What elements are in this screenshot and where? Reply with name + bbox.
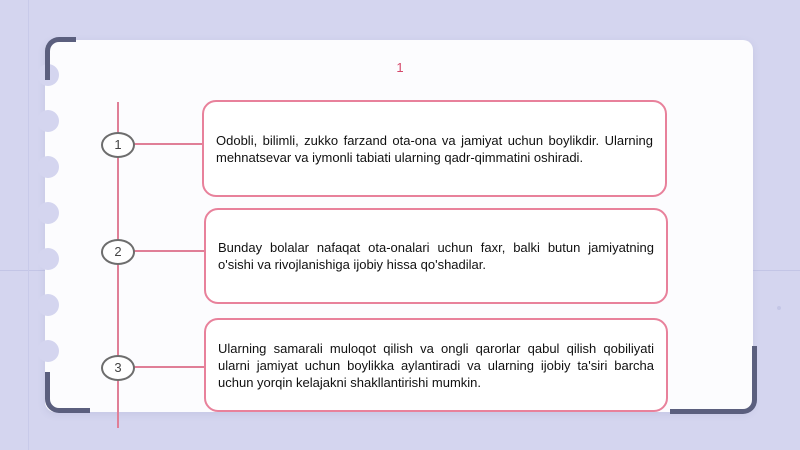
- step-text: Bunday bolalar nafaqat ota-onalari uchun faxr, balki butun jamiyatning o'sishi va rivojlanishiga ijobiy hissa qo'shadilar.: [218, 240, 654, 272]
- step-text: Ularning samarali muloqot qilish va ongli qarorlar qabul qilish qobiliyati ularni jamiyat uchun boylikka aylantiradi va ularning ijobiy ta'siri barcha uchun yorqin kelajakni shakllantirishi mumkin.: [218, 340, 654, 390]
- step-text-box: [204, 208, 668, 304]
- page-number: 1: [396, 60, 404, 75]
- corner-bracket-bottom-left: [45, 372, 90, 413]
- step-connector: [134, 366, 204, 368]
- corner-bracket-bottom-right: [670, 346, 757, 414]
- background-dot: [777, 306, 781, 310]
- step-text-box: [202, 100, 667, 197]
- binder-notch: [37, 110, 59, 132]
- binder-notch: [37, 156, 59, 178]
- binder-notch: [37, 202, 59, 224]
- step-number-badge: 2: [101, 239, 135, 265]
- binder-notch: [37, 248, 59, 270]
- binder-notch: [37, 294, 59, 316]
- step-text: Odobli, bilimli, zukko farzand ota-ona va jamiyat uchun boylikdir. Ularning mehnatsevar va iymonli tabiati ularning qadr-qimmatini oshiradi.: [216, 132, 653, 165]
- binder-notch: [37, 340, 59, 362]
- step-number-badge: 1: [101, 132, 135, 158]
- step-text-box: [204, 318, 668, 412]
- step-number-badge: 3: [101, 355, 135, 381]
- step-connector: [134, 250, 204, 252]
- background-grid-line: [28, 0, 29, 450]
- step-connector: [134, 143, 204, 145]
- corner-bracket-top-left: [45, 37, 76, 80]
